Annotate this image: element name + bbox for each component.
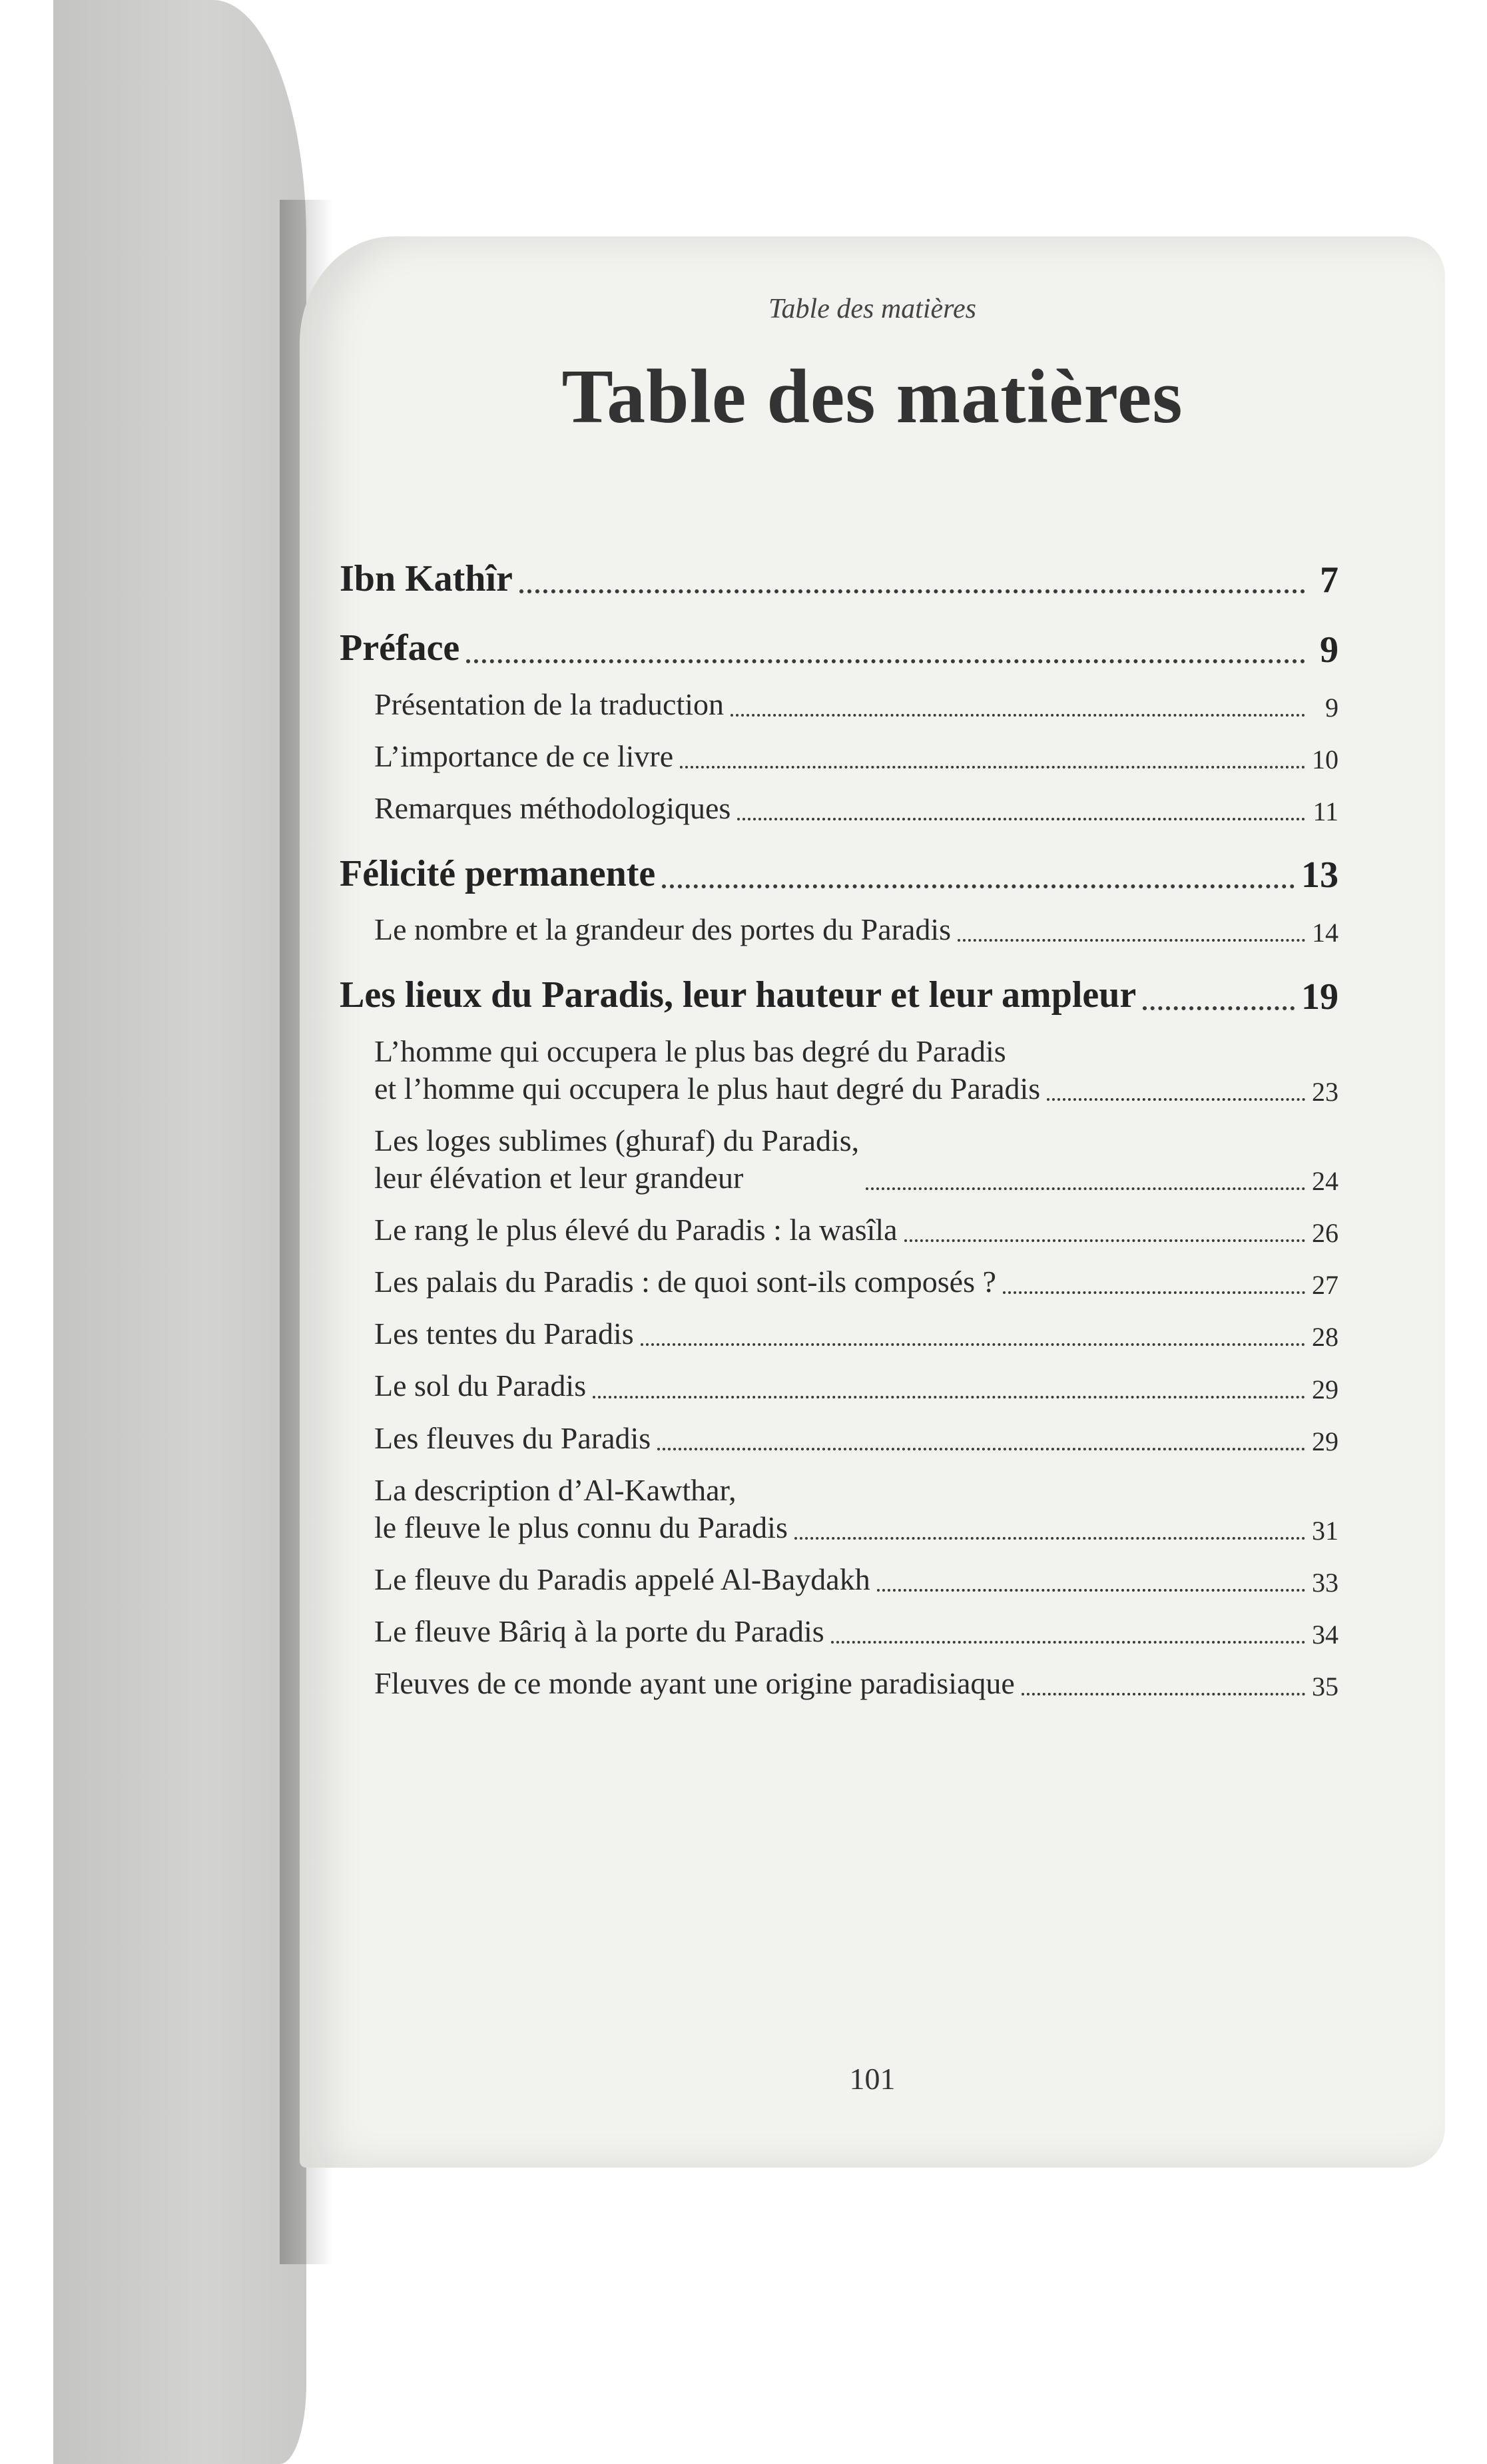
- toc-entry-page: 19: [1301, 976, 1338, 1018]
- dot-leader: [737, 818, 1305, 820]
- dot-leader: [1047, 1098, 1305, 1101]
- toc-entry: [340, 686, 1338, 723]
- toc-entry: [340, 1315, 1338, 1353]
- toc-entry-title-line: Les tentes du Paradis: [374, 1317, 634, 1351]
- toc-entry-title-line: et l’homme qui occupera le plus haut degré du Paradis: [374, 1071, 1041, 1105]
- dot-leader: [1022, 1693, 1305, 1695]
- table-of-contents: [340, 556, 1338, 1702]
- toc-entry: [340, 911, 1338, 948]
- toc-entry-title-line: Remarques méthodologiques: [374, 790, 731, 825]
- toc-entry-title-line: L’importance de ce livre: [374, 739, 674, 773]
- running-head: Table des matières: [768, 294, 976, 324]
- toc-entry: [340, 1211, 1338, 1249]
- facing-page: [53, 0, 306, 2464]
- toc-entry-title: [340, 851, 655, 896]
- toc-entry-title: [340, 625, 459, 671]
- toc-entry-title-line: Ibn Kathîr: [340, 558, 513, 599]
- toc-entry: [340, 1263, 1338, 1301]
- toc-entry-title: [374, 686, 724, 723]
- dot-leader: [958, 939, 1305, 942]
- dot-leader: [662, 884, 1295, 888]
- page-number: 101: [849, 2062, 896, 2096]
- toc-entry: [340, 556, 1338, 601]
- toc-entry-page: 35: [1312, 1672, 1338, 1702]
- toc-entry: [340, 738, 1338, 775]
- toc-entry-title: [374, 1033, 1040, 1107]
- dot-leader: [877, 1589, 1305, 1592]
- toc-entry: [340, 1613, 1338, 1650]
- toc-entry-page: 7: [1320, 559, 1338, 601]
- dot-leader: [831, 1641, 1305, 1644]
- toc-entry-title-line: Le sol du Paradis: [374, 1369, 587, 1403]
- toc-entry-title-line: Félicité permanente: [340, 852, 656, 894]
- toc-entry-page: 29: [1312, 1374, 1338, 1404]
- toc-entry-page: 26: [1312, 1218, 1338, 1249]
- toc-entry-page: 9: [1320, 629, 1338, 671]
- dot-leader: [466, 659, 1305, 663]
- toc-entry: [340, 851, 1338, 896]
- toc-entry-page: 13: [1301, 854, 1338, 896]
- toc-entry-title: [340, 972, 1136, 1018]
- toc-entry-title-line: Présentation de la traduction: [374, 687, 725, 721]
- toc-entry: [340, 1122, 1338, 1197]
- book-page: [300, 236, 1445, 2168]
- toc-entry-page: 33: [1312, 1568, 1338, 1598]
- dot-leader: [641, 1343, 1305, 1346]
- dot-leader: [904, 1239, 1305, 1242]
- toc-entry-page: 14: [1312, 918, 1338, 948]
- toc-entry-title-line: Le fleuve Bâriq à la porte du Paradis: [374, 1614, 824, 1648]
- toc-entry-page: 10: [1312, 744, 1338, 774]
- toc-entry-title: [374, 1367, 586, 1404]
- toc-entry-title: [374, 1420, 651, 1457]
- toc-entry-title-line: leur élévation et leur grandeur: [374, 1161, 744, 1195]
- dot-leader: [1003, 1291, 1305, 1294]
- toc-entry-title-line: Les fleuves du Paradis: [374, 1420, 651, 1455]
- toc-entry-title-line: L’homme qui occupera le plus bas degré du Paradis: [374, 1034, 1006, 1068]
- toc-entry-title-line: Préface: [340, 627, 460, 669]
- dot-leader: [866, 1187, 1305, 1190]
- dot-leader: [794, 1537, 1305, 1540]
- toc-entry-title-line: La description d’Al-Kawthar,: [374, 1472, 737, 1507]
- toc-entry-page: 29: [1312, 1426, 1338, 1456]
- dot-leader: [731, 714, 1305, 717]
- toc-entry-title-line: Les loges sublimes (ghuraf) du Paradis,: [374, 1123, 860, 1157]
- toc-entry: [340, 625, 1338, 671]
- toc-entry-title-line: Le fleuve du Paradis appelé Al-Baydakh: [374, 1562, 870, 1596]
- dot-leader: [680, 766, 1305, 769]
- dot-leader: [657, 1448, 1305, 1450]
- toc-entry-title: [374, 1263, 996, 1301]
- dot-leader: [593, 1396, 1305, 1398]
- toc-entry-title-line: Fleuves de ce monde ayant une origine paradisiaque: [374, 1666, 1015, 1701]
- toc-entry-title-line: le fleuve le plus connu du Paradis: [374, 1510, 788, 1544]
- toc-entry: [340, 1472, 1338, 1546]
- toc-entry: [340, 1561, 1338, 1598]
- toc-entry-title: [374, 1472, 788, 1546]
- toc-entry: [340, 790, 1338, 827]
- toc-entry-page: 34: [1312, 1620, 1338, 1650]
- toc-entry: [340, 972, 1338, 1018]
- toc-entry-title: [374, 1211, 898, 1249]
- toc-entry-title: [374, 1122, 859, 1197]
- toc-entry-page: 31: [1312, 1515, 1338, 1546]
- toc-entry-page: 23: [1312, 1076, 1338, 1107]
- toc-entry: [340, 1033, 1338, 1107]
- dot-leader: [519, 589, 1305, 593]
- toc-entry-title: [374, 911, 951, 948]
- toc-entry-title-line: Le nombre et la grandeur des portes du Paradis: [374, 912, 952, 947]
- toc-entry-title-line: Les palais du Paradis : de quoi sont-ils composés ?: [374, 1265, 996, 1299]
- toc-entry-title: [374, 790, 731, 827]
- toc-entry: [340, 1665, 1338, 1702]
- toc-entry-title: [374, 1613, 824, 1650]
- toc-entry-page: 28: [1312, 1322, 1338, 1353]
- toc-entry-title-line: Les lieux du Paradis, leur hauteur et leur ampleur: [340, 974, 1137, 1016]
- dot-leader: [1143, 1006, 1295, 1010]
- toc-entry-page: 9: [1325, 692, 1338, 723]
- toc-entry-page: 11: [1313, 796, 1338, 826]
- page-title: Table des matières: [561, 354, 1183, 440]
- toc-entry: [340, 1420, 1338, 1457]
- toc-entry-title: [340, 556, 513, 601]
- toc-entry-page: 24: [1312, 1166, 1338, 1197]
- toc-entry-title: [374, 1315, 634, 1353]
- toc-entry-title-line: Le rang le plus élevé du Paradis : la wasîla: [374, 1213, 898, 1247]
- toc-entry-title: [374, 738, 673, 775]
- toc-entry: [340, 1367, 1338, 1404]
- toc-entry-page: 27: [1312, 1270, 1338, 1301]
- toc-entry-title: [374, 1561, 870, 1598]
- toc-entry-title: [374, 1665, 1015, 1702]
